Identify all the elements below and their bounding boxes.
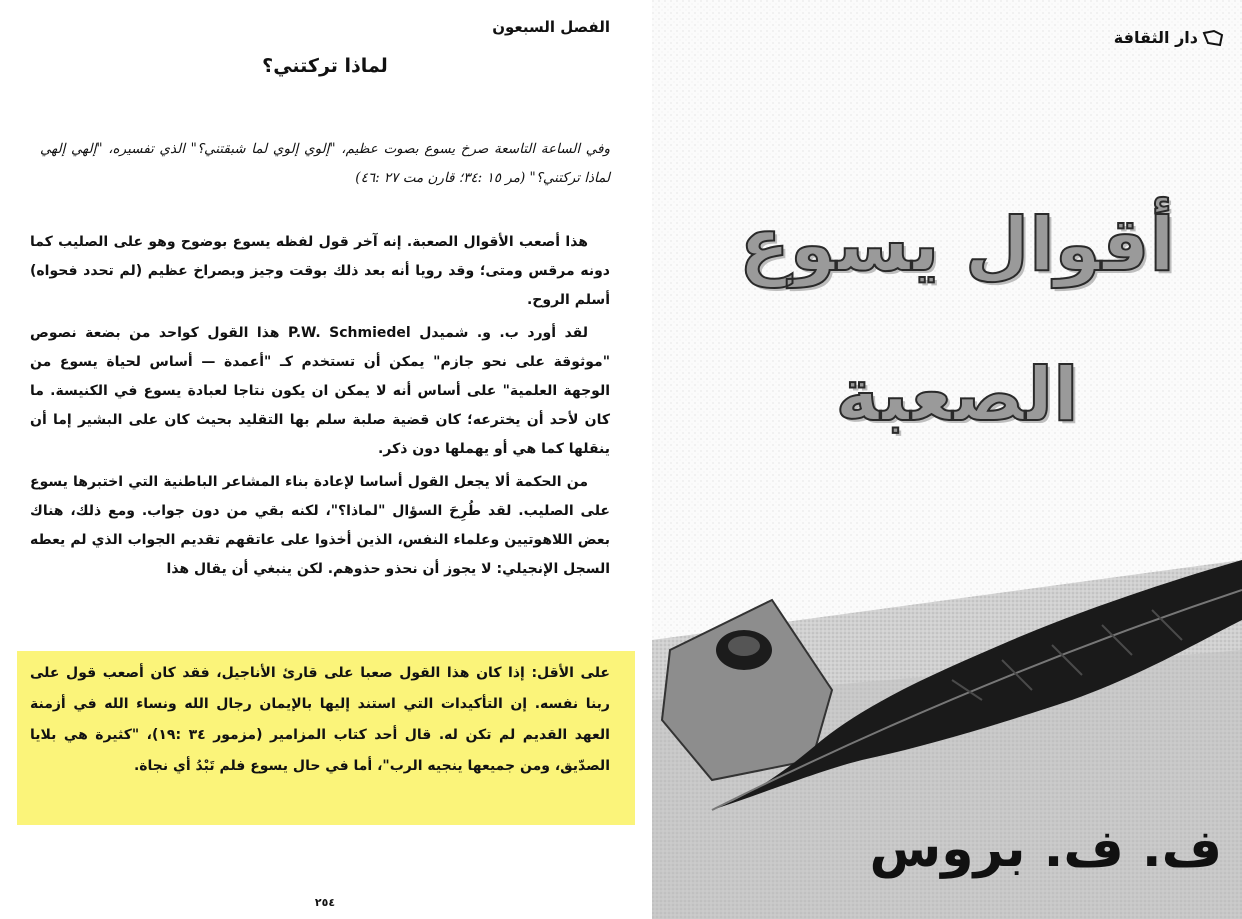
chapter-heading: الفصل السبعون [492, 18, 610, 36]
paragraph: من الحكمة ألا يجعل القول أساسا لإعادة بناء المشاعر الباطنية التي اختبرها يسوع على الصليب. لقد طُرِحَ السؤال "لماذا؟"، لكنه بقي من دون جواب. ومع ذلك، هناك بعض اللاهوتيين وعلماء النفس، الذين أخذوا على عاتقهم تقديم الجواب الذي لم يعطه السجل الإنجيلي: لا يجوز أن نحذو حذوهم. لكن ينبغي أن يقال هذا [30, 474, 610, 577]
publisher-name: دار الثقافة [1113, 28, 1198, 47]
paragraph: هذا أصعب الأقوال الصعبة. إنه آخر قول لفظه يسوع بوضوح وهو على الصليب كما دونه مرقس ومتى؛ وقد رويا أنه بعد ذلك بوقت وجيز وبصراخ عظيم (لم تحدد فحواه) أسلم الروح. [30, 234, 610, 308]
book-title [692, 170, 1222, 470]
book-title-line-1: أقوال يسوع [739, 202, 1175, 288]
book-title-line-2: الصعبة [835, 352, 1079, 438]
highlighted-text: على الأقل: إذا كان هذا القول صعبا على قارئ الأناجيل، فقد كان أصعب قول على ربنا نفسه. إن التأكيدات التي استند إليها بالإيمان رجال الله ونساء الله في أزمنة العهد القديم لم تكن له. قال أحد كتاب المزامير (مزمور ٣٤ :١٩)، "كثيرة هي بلايا الصدّيق، ومن جميعها ينجيه الرب"، أما في حال يسوع فلم تَبْدُ أي نجاة. [30, 665, 610, 774]
chapter-title: لماذا تركتني؟ [262, 55, 388, 77]
author-name: ف. ف. بروس [869, 819, 1222, 879]
paragraph: لقد أورد ب. و. شميدل P.W. Schmiedel هذا القول كواحد من بضعة نصوص "موثوقة على نحو جازم" يمكن أن تستخدم كـ "أعمدة — أساس لحياة يسوع من الوجهة العلمية" على أساس أنه لا يمكن ان يكون نتاجا لعبادة يسوع في الكنيسة. ما كان لأحد أن يخترعه؛ كان قضية صلبة سلم بها التقليد بحيث كان على البشير إما أن ينقلها كما هي أو يهملها دون ذكر. [30, 325, 610, 457]
publisher-label [1114, 28, 1224, 47]
body-text [30, 228, 610, 588]
book-cover [652, 0, 1242, 919]
epigraph: وفي الساعة التاسعة صرخ يسوع بصوت عظيم، "إلوي إلوي لما شبقتني؟" الذي تفسيره، "إلهي إلهي لماذا تركتني؟" (مر ١٥ :٣٤؛ قارن مت ٢٧ :٤٦) [40, 141, 610, 186]
page-number: ٢٥٤ [314, 896, 336, 909]
publisher-logo-icon [1202, 29, 1224, 47]
